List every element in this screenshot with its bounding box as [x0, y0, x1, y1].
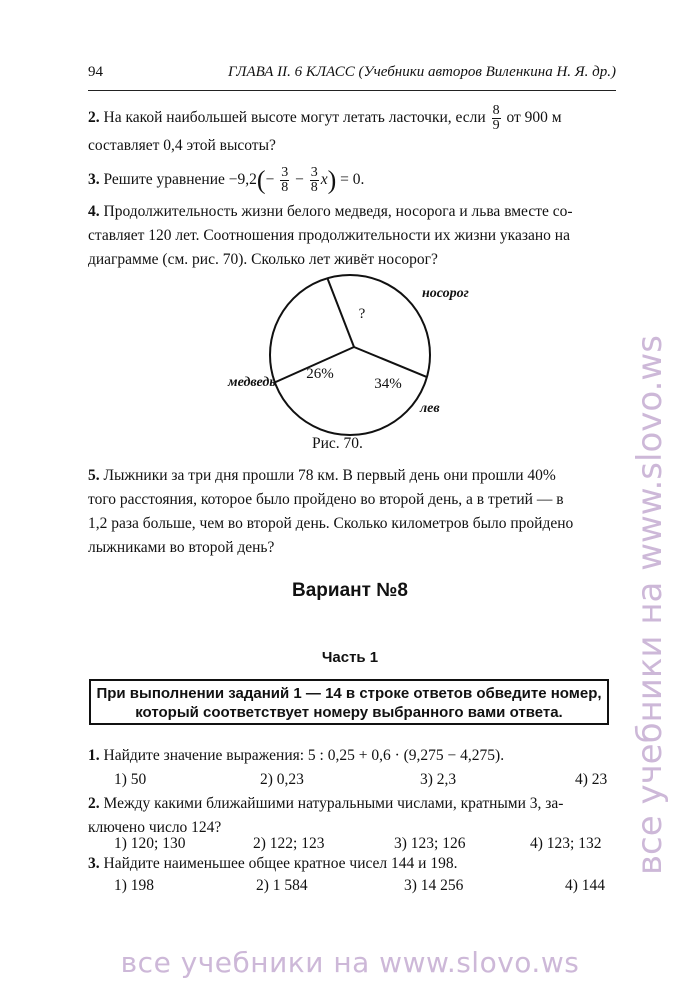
page-number: 94: [88, 64, 103, 80]
variable: x: [320, 171, 328, 189]
answer-option[interactable]: 1) 120; 130: [114, 835, 186, 852]
page-header: [88, 64, 616, 88]
task-2: [88, 104, 618, 133]
task-text: ставляет 120 лет. Соотношения продолжительности их жизни указано на: [88, 227, 570, 244]
task-5: [88, 464, 618, 560]
equation-tail: = 0.: [340, 171, 365, 189]
answer-option[interactable]: 4) 123; 132: [530, 835, 602, 852]
fraction: $\frac{3}{8}$: [281, 165, 289, 195]
vertical-watermark: [603, 140, 693, 900]
fraction: $\frac{3}{8}$: [310, 165, 318, 195]
task-2-line2: составляет 0,4 этой высоты?: [88, 137, 276, 154]
header-rule: [88, 90, 616, 91]
task-number: 5.: [88, 467, 100, 484]
question-number: 3.: [88, 855, 100, 872]
fraction: $\frac{8}{9}$: [492, 103, 500, 133]
task-text: Продолжительность жизни белого медведя, носорога и льва вместе со-: [103, 203, 573, 220]
paren-close: ): [327, 165, 337, 195]
instruction-line: который соответствует номеру выбранного вами ответа.: [135, 704, 563, 721]
answer-option[interactable]: 3) 2,3: [420, 771, 457, 788]
task-text: от 900 м: [506, 109, 562, 127]
task-text: лыжниками во второй день?: [88, 539, 275, 556]
answer-option[interactable]: 2) 1 584: [256, 877, 308, 894]
question-text: ключено число 124?: [88, 819, 222, 836]
question-1-options: [0, 768, 700, 792]
answer-option[interactable]: 1) 50: [114, 771, 147, 788]
pie-slice-name: медведь: [228, 375, 276, 390]
question-number: 1.: [88, 747, 100, 764]
task-4: [88, 200, 618, 272]
question-3: [88, 852, 457, 876]
pie-value-label: 34%: [374, 376, 402, 392]
pie-value-label: 26%: [306, 366, 334, 382]
task-text: диаграмме (см. рис. 70). Сколько лет живёт носорог?: [88, 251, 438, 268]
task-number: 2.: [88, 109, 100, 127]
answer-option[interactable]: 2) 122; 123: [253, 835, 325, 852]
question-number: 2.: [88, 795, 100, 812]
operator: −: [295, 171, 304, 189]
pie-slice-name: носорог: [422, 286, 469, 301]
part-title: Часть 1: [321, 649, 379, 666]
answer-option[interactable]: 1) 198: [114, 877, 155, 894]
paren-open: (: [256, 165, 266, 195]
task-number: 4.: [88, 203, 100, 220]
task-text: того расстояния, которое было пройдено во второй день, а в третий — в: [88, 491, 564, 508]
question-text: Найдите наименьшее общее кратное чисел 144 и 198.: [103, 855, 458, 872]
answer-option[interactable]: 4) 23: [575, 771, 608, 788]
task-text: На какой наибольшей высоте могут летать ласточки, если: [103, 109, 486, 127]
answer-option[interactable]: 3) 14 256: [404, 877, 464, 894]
instruction-line: При выполнении заданий 1 — 14 в строке ответов обведите номер,: [96, 685, 602, 702]
task-text: Решите уравнение −9,2: [103, 171, 257, 189]
pie-outline: [270, 275, 430, 435]
task-text: Лыжники за три дня прошли 78 км. В первый день они прошли 40%: [103, 467, 556, 484]
pie-slice-name: лев: [420, 401, 440, 416]
task-3: [88, 166, 618, 195]
task-text: 1,2 раза больше, чем во второй день. Сколько километров было пройдено: [88, 515, 574, 532]
minus-sign: −: [265, 171, 275, 189]
watermark-text: все учебники на www.slovo.ws: [630, 335, 670, 875]
instruction-box: [89, 679, 609, 725]
pie-value-label: ?: [358, 306, 366, 322]
variant-title: Вариант №8: [292, 580, 408, 601]
question-1: [88, 744, 504, 768]
answer-option[interactable]: 4) 144: [565, 877, 606, 894]
answer-option[interactable]: 3) 123; 126: [394, 835, 466, 852]
horizontal-watermark: все учебники на www.slovo.ws: [120, 946, 580, 979]
chapter-title: ГЛАВА II. 6 КЛАСС (Учебники авторов Виленкина Н. Я. др.): [227, 64, 616, 80]
figure-caption: Рис. 70.: [312, 435, 363, 452]
question-text: Найдите значение выражения: 5 : 0,25 + 0,6 · (9,275 − 4,275).: [103, 747, 505, 764]
answer-option[interactable]: 2) 0,23: [260, 771, 304, 788]
question-3-options: [0, 874, 700, 898]
task-number: 3.: [88, 171, 100, 189]
question-text: Между какими ближайшими натуральными числами, кратными 3, за-: [103, 795, 564, 812]
